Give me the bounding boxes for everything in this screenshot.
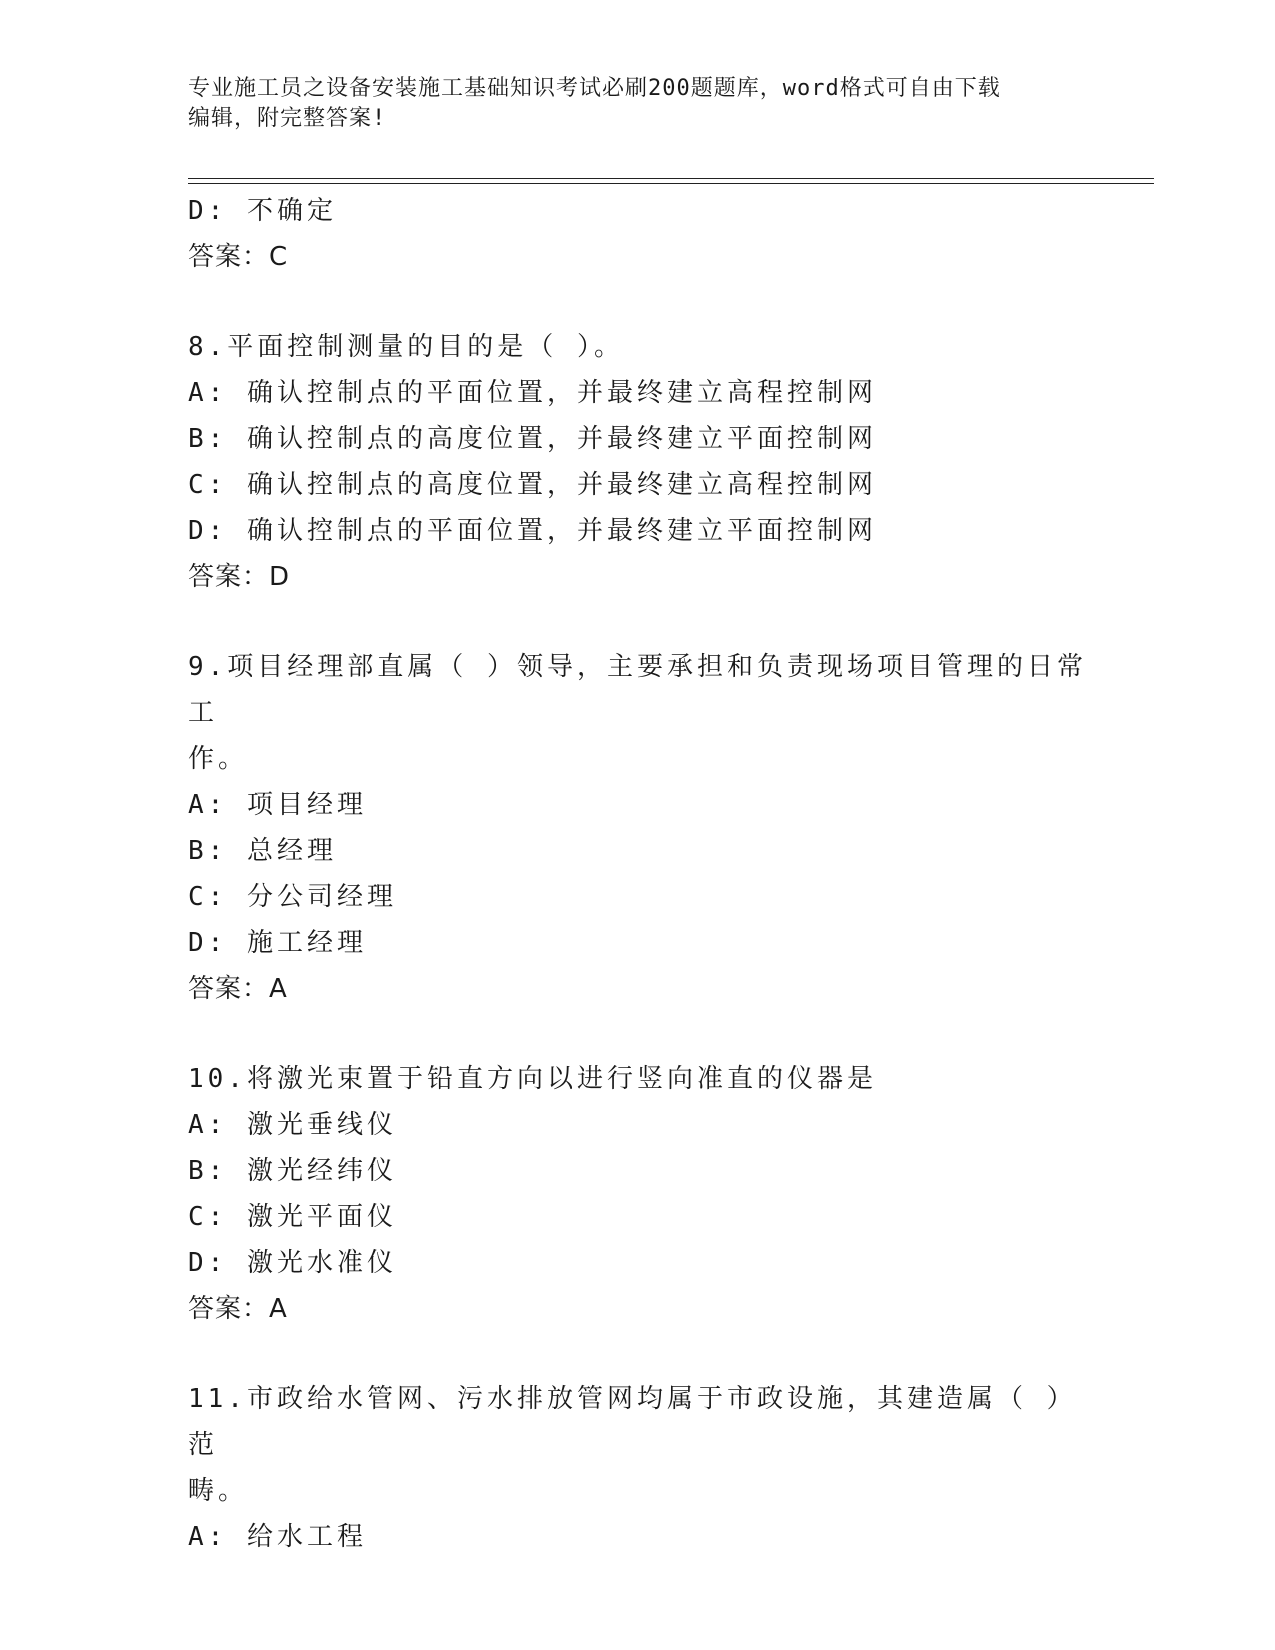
document-body [188, 188, 1088, 1560]
question-stem: 8.平面控制测量的目的是（ ）。 [188, 332, 624, 362]
question-9 [188, 644, 1088, 1012]
question-stem-line2: 作。 [188, 744, 249, 774]
option-c: C: 分公司经理 [188, 882, 397, 912]
option-a: A: 项目经理 [188, 790, 367, 820]
spacer [188, 600, 1088, 644]
option-b: B: 激光经纬仪 [188, 1156, 397, 1186]
question-8 [188, 324, 1088, 600]
answer: 答案：D [188, 562, 291, 592]
option-a: A: 给水工程 [188, 1522, 367, 1552]
option-d: D: 激光水准仪 [188, 1248, 397, 1278]
option-b: B: 确认控制点的高度位置，并最终建立平面控制网 [188, 424, 877, 454]
header-title-line1: 专业施工员之设备安装施工基础知识考试必刷200题题库，word格式可自由下载 [188, 76, 1001, 101]
question-stem-line1: 11.市政给水管网、污水排放管网均属于市政设施，其建造属（ ）范 [188, 1384, 1077, 1460]
prev-answer: 答案：C [188, 242, 289, 272]
header-title-line2: 编辑，附完整答案! [188, 106, 387, 131]
option-b: B: 总经理 [188, 836, 337, 866]
option-d: D: 确认控制点的平面位置，并最终建立平面控制网 [188, 516, 877, 546]
answer: 答案：A [188, 1294, 288, 1324]
question-11 [188, 1376, 1088, 1560]
question-stem-line1: 9.项目经理部直属（ ）领导，主要承担和负责现场项目管理的日常工 [188, 652, 1087, 728]
question-10 [188, 1056, 1088, 1332]
option-d: D: 施工经理 [188, 928, 367, 958]
spacer [188, 1012, 1088, 1056]
spacer [188, 1332, 1088, 1376]
header-divider [188, 178, 1154, 184]
prev-option-d: D: 不确定 [188, 196, 337, 226]
option-c: C: 激光平面仪 [188, 1202, 397, 1232]
question-stem-line2: 畴。 [188, 1476, 249, 1506]
document-header [188, 74, 1088, 134]
question-stem: 10.将激光束置于铅直方向以进行竖向准直的仪器是 [188, 1064, 877, 1094]
answer: 答案：A [188, 974, 288, 1004]
spacer [188, 280, 1088, 324]
option-c: C: 确认控制点的高度位置，并最终建立高程控制网 [188, 470, 877, 500]
option-a: A: 确认控制点的平面位置，并最终建立高程控制网 [188, 378, 877, 408]
option-a: A: 激光垂线仪 [188, 1110, 397, 1140]
